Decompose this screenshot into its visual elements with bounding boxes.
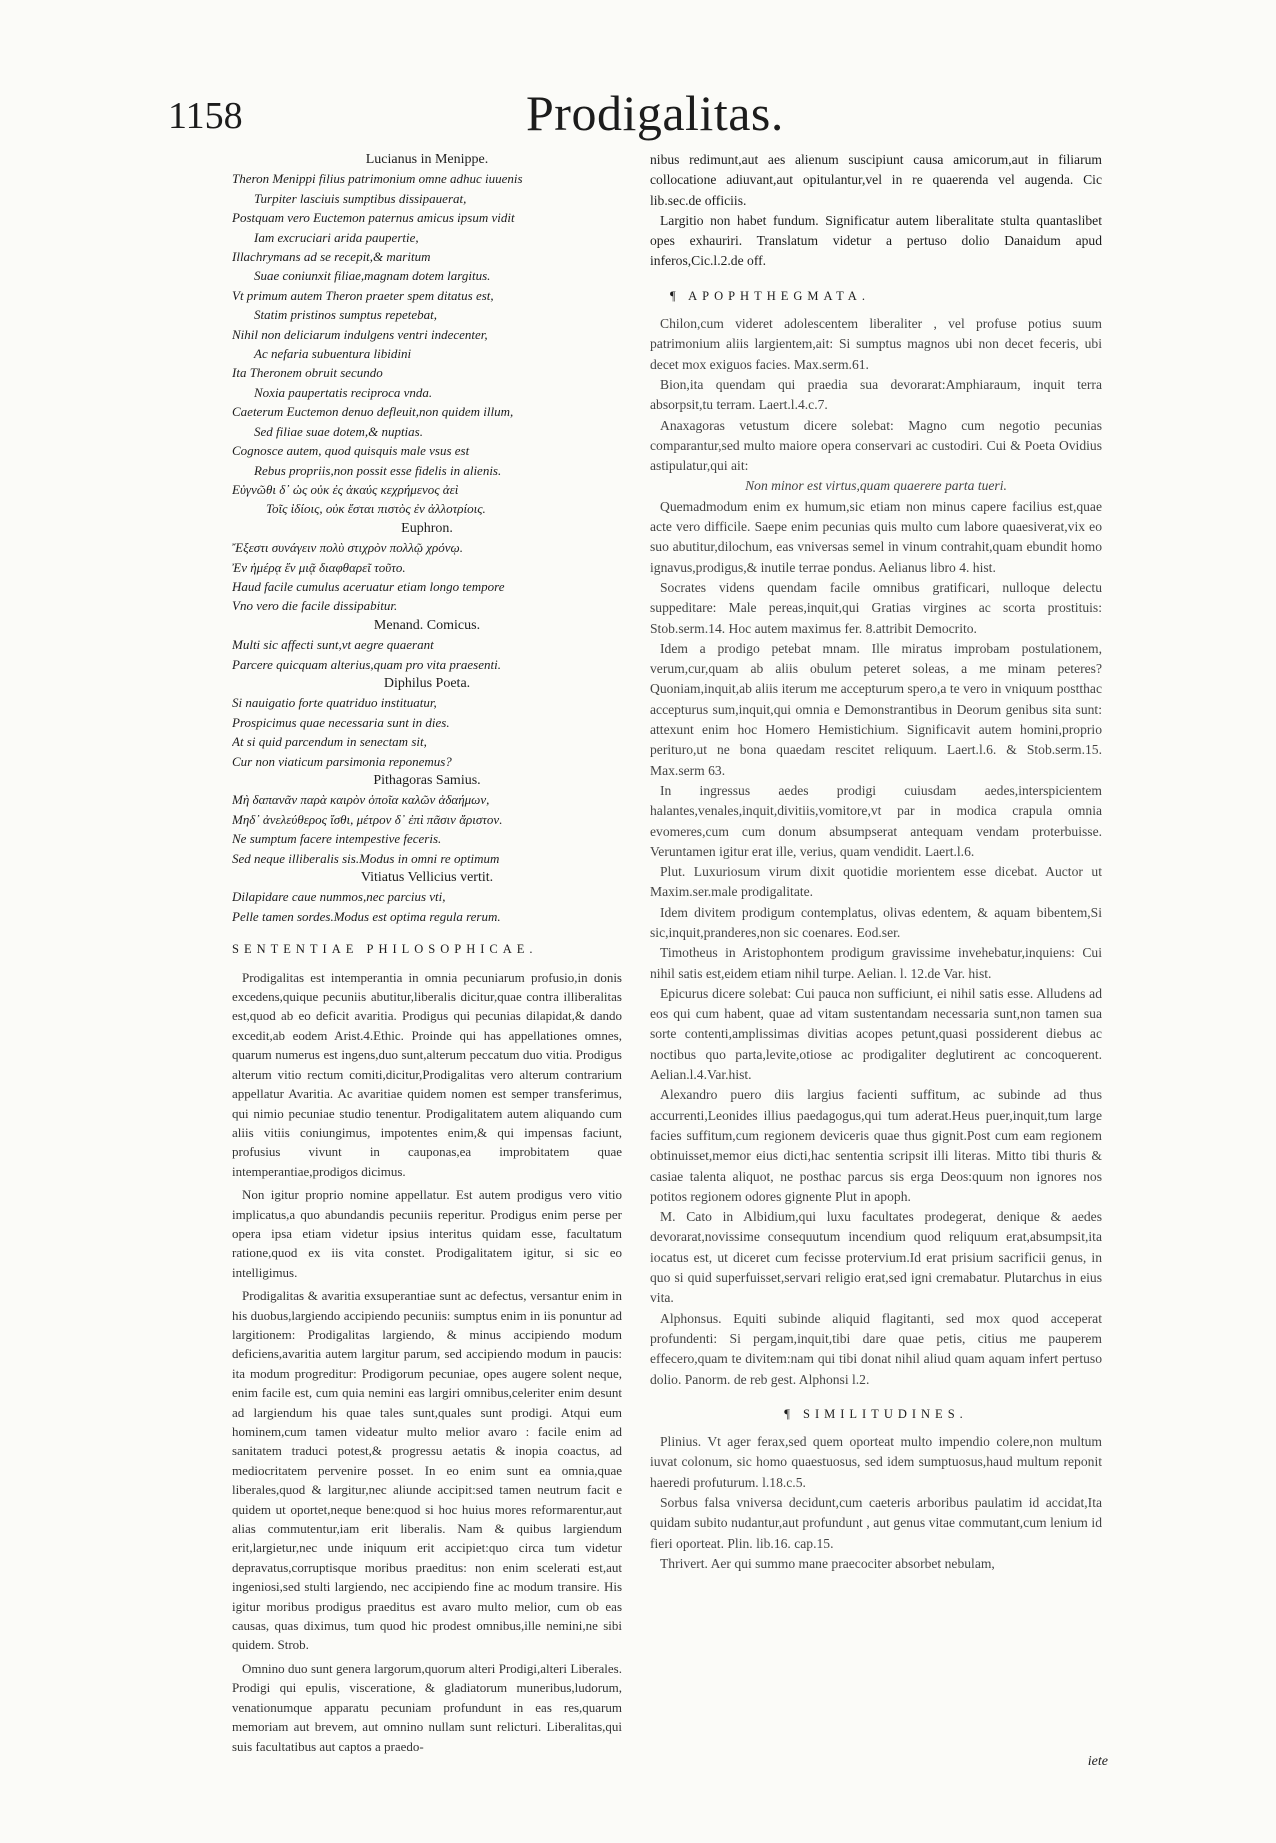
greek-line: Ἐν ἡμέρᾳ ἕν μιᾷ διαφθαρεῖ τοῦτο.: [232, 559, 406, 575]
poem-attribution: Menand. Comicus.: [373, 617, 481, 633]
running-head: Prodigalitas.: [526, 85, 784, 141]
apophthegm: Timotheus in Aristophontem prodigum gravissime invehebatur,inquiens: Cui nihil satis est,eidem etiam nihil turpe. Aelian. l. 12.de Var. hist.: [650, 945, 1102, 981]
apophthegm: Epicurus dicere solebat: Cui pauca non sufficiunt, ei nihil satis esse. Alludens ad eos qui cum habent, quae ad vitam sustentandam necessaria sunt,non tamen sua sorte contenti,amplissimas divitias acopes petunt,quasi possiderent diebus ac noctibus quo parta,levite,otiose ac prodigaliter deglutirent ac concoquerent. Aelian.l.4.Var.hist.: [650, 985, 1102, 1083]
left-column: [232, 150, 622, 1756]
verse-line: Vt primum autem Theron praeter spem ditatus est,: [232, 287, 494, 303]
greek-line: Μηδ᾽ ἀνελεύθερος ἴσθι, μέτρον δ᾽ ἐπὶ πᾶσιν ἄριστον.: [232, 811, 503, 827]
apophthegm: Alphonsus. Equiti subinde aliquid flagitanti, sed mox quod acceperat profundenti: Si pergam,inquit,tibi dare quae petis, citius me pauperem effecero,quam te divitem:nam qui tibi donat nihil aliud quam aquam infert pertuso dolio. Panorm. de reb gest. Alphonsi l.2.: [650, 1310, 1102, 1387]
poem-attribution: Euphron.: [401, 520, 453, 536]
verse-line: Rebus propriis,non possit esse fidelis in alienis.: [254, 462, 502, 478]
apophthegm: Quemadmodum enim ex humum,sic etiam non minus capere facilius est,quae acte vero difficile. Saepe enim pecunias quis multo cum labore quaesiverat,vix eo suo abutitur,dilochum, eas vniversas semel in vinum contrahit,quam ebundit homo ignavus,prodigus,& inutile terrae pondus. Aelianus libro 4. hist.: [650, 498, 1102, 575]
right-column: [650, 150, 1102, 1574]
similitude: Thrivert. Aer qui summo mane praecociter absorbet nebulam,: [660, 1555, 995, 1571]
verse-line: Postquam vero Euctemon paternus amicus ipsum vidit: [232, 210, 515, 226]
similitude: Sorbus falsa vniversa decidunt,cum caeteris arboribus paulatim id accidat,Ita quidam subito nudantur,aut profundunt , aut genus vitae commutant,cum lenium id fieri oporteat. Plin. lib.16. cap.15.: [650, 1495, 1102, 1551]
apophthegm: Alexandro puero diis largius facienti suffitum, ac subinde ad thus accurrenti,Leonides illius paedagogus,qui tum aderat.Heus puer,inquit,tum large facies suffitum,cum regionem deviceris quae thus gignit.Post cum eam regionem obtinuisset,memor eius dicti,hac sententia scripsit illi literas. Mitto tibi thuris & casiae talenta aliquot, ne posthac parcus sis erga Deos:quum non ignores nos potitos regionem odores gignente Plut in apoph.: [650, 1087, 1102, 1204]
verse-line: Si nauigatio forte quatriduo instituatur,: [232, 695, 437, 711]
paragraph: Largitio non habet fundum. Significatur autem liberalitate stulta quantaslibet opes exhauriri. Translatum videtur a pertuso dolio Danaidum apud inferos,Cic.l.2.de off.: [650, 212, 1102, 269]
verse-line: At si quid parcendum in senectam sit,: [232, 734, 427, 750]
page-number: 1158: [168, 95, 243, 137]
apophthegm: Socrates videns quendam facile omnibus gratificari, nulloque delectu suppeditare: Male pereas,inquit,qui Gratias virgines ac scorta prostituis: Stob.serm.14. Hoc autem maximus fer. 8.attribit Democrito.: [650, 579, 1102, 636]
verse-line: Dilapidare caue nummos,nec parcius vti,: [232, 889, 446, 905]
greek-line: Ἔξεστι συνάγειν πολὺ στιχρὸν πολλῷ χρόνῳ.: [232, 540, 463, 556]
paragraph: Prodigalitas & avaritia exsuperantiae sunt ac defectus, versantur enim in his duobus,largiendo accipiendo pecuniis: sumptus enim in iis ponuntur ad largitionem: Prodigalitas largiendo, & minus accipiendo modum deficiens,avaritia autem largitur parum, sed accipiendo modum in paucis: ita modum progreditur: Prodigorum pecuniae, opes augere solent neque, enim facile est, cum quia nemini eas largiri omnibus,celeriter enim desunt ad largiendum his quae tales sunt,quales sunt prodigi. Atqui eum hominem,cum tamen videatur multo melior avaro : facile enim ad sanitatem traduci potest,& progressu aetatis & inopia coactus, ad mediocritatem pervenire posset. In eo enim sunt ea omnia,quae liberales,quod & largitur,nec aliunde accipit:sed tamen neutrum facit e quidem ut oportet,neque bene:quod si hoc huius mores reformarentur,aut alias commutentur,iam erit liberalis. Nam & quibus largiendum erit,largietur,nec unde iniquum erit accipiet:quo circa tum videtur depravatus,corruptisque moribus praeditus: non enim scelerati est,aut ingeniosi,sed stulti largiendo, nec accipiendo fine ac modum transire. His igitur moribus prodigus praeditus est avaro multo melior, cum ob eas causas, quas diximus, tum quod hic prodest omnibus,ille nemini,ne sibi quidem. Strob.: [232, 1288, 622, 1653]
poem-attribution: Lucianus in Menippe.: [365, 152, 489, 167]
apophthegm: M. Cato in Albidium,qui luxu facultates prodegerat, denique & aedes devorarat,novissime consequutum incendium quod reliquum erat,absumpsit,ita iocatus est, ut diceret cum fecisse protervium.Id erat prisium sacrificii genus, in quo si quid superfuisset,servari religio erat,sed igni cremabatur. Plutarchus in eius vita.: [650, 1209, 1102, 1306]
verse-line: Multi sic affecti sunt,vt aegre quaerant: [232, 637, 434, 653]
verse-line: Ne sumptum facere intempestive feceris.: [232, 831, 442, 847]
prose-block: [232, 968, 622, 1756]
verse-line: Sed neque illiberalis sis.Modus in omni re optimum: [232, 850, 500, 866]
greek-line: Μὴ δαπανᾶν παρὰ καιρὸν ὁποῖα καλῶν ἀδαήμων,: [232, 792, 490, 808]
apophthegm: Idem divitem prodigum contemplatus, olivas edentem, & aquam bibentem,Si sic,inquit,pranderes,non sic coenares. Eod.ser.: [650, 904, 1102, 940]
quoted-verse: Non minor est virtus,quam quaerere parta tueri.: [745, 478, 1007, 494]
verse-line: Iam excruciari arida paupertie,: [254, 229, 419, 245]
verse-line: Statim pristinos sumptus repetebat,: [254, 307, 437, 323]
verse-line: Cur non viaticum parsimonia reponemus?: [232, 753, 452, 769]
verse-line: Theron Menippi filius patrimonium omne adhuc iuuenis: [232, 171, 523, 187]
similitude: Plinius. Vt ager ferax,sed quem oporteat multo impendio colere,non multum iuvat colonum, sic homo quaestuosus, sed idem sumptuosus,haud multum reponit haeredi profuturum. l.18.c.5.: [650, 1434, 1102, 1490]
greek-line: Τοῖς ἰδίοις, οὐκ ἔσται πιστὸς ἐν ἀλλοτρίοις.: [266, 501, 486, 517]
verse-line: Vno vero die facile dissipabitur.: [232, 598, 398, 614]
verse-line: Haud facile cumulus aceruatur etiam longo tempore: [232, 578, 505, 594]
apophthegm: Chilon,cum videret adolescentem liberaliter , vel profuse potius suum patrimonium aliis largientem,ait: Si sumptus magnos ubi non decet feceris, ubi decet mox exiguos facies. Max.serm.61.: [650, 316, 1102, 372]
section-heading: SENTENTIAE PHILOSOPHICAE.: [232, 942, 538, 957]
verse-line: Suae coniunxit filiae,magnam dotem largitus.: [254, 268, 491, 284]
verse-line: Prospicimus quae necessaria sunt in dies.: [232, 714, 450, 730]
prose-block: [650, 150, 1102, 272]
apophthegm: Anaxagoras vetustum dicere solebat: Magno cum negotio pecunias comparantur,sed multo maiore opera conservari ac custodiri. Cui & Poeta Ovidius astipulatur,qui ait:: [650, 417, 1102, 474]
section-heading: ¶ SIMILITUDINES.: [784, 1406, 968, 1421]
verse-line: Pelle tamen sordes.Modus est optima regula rerum.: [232, 908, 501, 924]
verse-line: Noxia paupertatis reciproca vnda.: [254, 384, 433, 400]
paragraph: Omnino duo sunt genera largorum,quorum alteri Prodigi,alteri Liberales. Prodigi qui epulis, visceratione, & gladiatorum muneribus,ludorum, venationumque apparatu pecuniam profundunt in eas res,quarum memoriam aut brevem, aut omnino nullam sunt relicturi. Liberalitas,qui suis facultatibus aut captos a praedo-: [232, 1660, 622, 1754]
section-heading: ¶ APOPHTHEGMATA.: [670, 288, 870, 303]
paragraph: nibus redimunt,aut aes alienum suscipiunt causa amicorum,aut in filiarum collocatione adiuvant,aut opitulantur,vel in re quaerenda vel augenda. Cic lib.sec.de officiis.: [650, 152, 1102, 208]
verse-line: Sed filiae suae dotem,& nuptias.: [254, 423, 423, 439]
poem-attribution: Diphilus Poeta.: [383, 675, 471, 691]
paragraph: Prodigalitas est intemperantia in omnia pecuniarum profusio,in donis excedens,quique pecuniis abutitur,liberalis dicitur,quae contra illiberalitas est,quod ab eo deficit avaritia. Prodigus qui pecunias dilapidat,& dando excedit,ab eodem Arist.4.Ethic. Proinde qui has appellationes omnes, quarum numerus est ingens,duo sunt,alterum peccatum duo vitia. Prodigus alterum vitio rectum comiti,dicitur,Prodigalitas vero alterum contrarium appellatur Avaritia. Ac avaritiae quidem nomen est semper transferimus, qui nimio pecuniae studio tenentur. Prodigalitatem autem aliquando cum aliis vitiis coniungimus, impotentes enim,& qui impensas faciunt, profusius vivunt in cauponas,ea improbitatem quae intemperantiae,prodigos dicimus.: [232, 969, 622, 1179]
verse-line: Ita Theronem obruit secundo: [232, 365, 383, 381]
catchword: iete: [1087, 1754, 1108, 1769]
greek-line: Εὐγνῶθι δ᾽ ὡς οὐκ ἐς ἀκαύς κεχρήμενος ἀεὶ: [232, 481, 459, 497]
apophthegm: In ingressus aedes prodigi cuiusdam aedes,interspicientem halantes,venales,inquit,divitiis,vomitore,vt par in modica crapula omnia evomeres,cum cum donum absumpserat antequam vendam proterbuisse. Veruntamen igitur erat ille, verius, quam vendidit. Laert.l.6.: [650, 782, 1102, 859]
verse-line: Caeterum Euctemon denuo defleuit,non quidem illum,: [232, 404, 514, 420]
similitudines-list: [650, 1432, 1102, 1574]
poem-attribution: Pithagoras Samius.: [373, 773, 481, 788]
translator-note: Vitiatus Vellicius vertit.: [360, 870, 494, 886]
verse-line: Nihil non deliciarum indulgens ventri indecenter,: [232, 326, 488, 342]
verse-line: Turpiter lasciuis sumptibus dissipauerat,: [254, 190, 467, 206]
apophthegmata-list: [650, 314, 1102, 1390]
apophthegm: Bion,ita quendam qui praedia sua devorarat:Amphiaraum, inquit terra absorpsit,tu terram. Laert.l.4.c.7.: [650, 376, 1102, 413]
verse-line: Parcere quicquam alterius,quam pro vita praesenti.: [232, 656, 501, 672]
verse-line: Cognosce autem, quod quisquis male vsus est: [232, 443, 470, 459]
paragraph: Non igitur proprio nomine appellatur. Est autem prodigus vero vitio implicatus,a quo abundandis pecuniis reperitur. Prodigus enim perse per opera ipsa etiam videtur ipsius interitus quidam esse, facultatum ratione,quod ex iis vita constet. Prodigalitatem igitur, si sic eo intelligimus.: [232, 1187, 622, 1280]
verse-line: Illachrymans ad se recepit,& maritum: [232, 249, 431, 265]
apophthegm: Idem a prodigo petebat mnam. Ille miratus improbam postulationem, verum,cur,quam ab aliis obulum peteret soleas, a me minam peteres? Quoniam,inquit,ab aliis iterum me accepturum spero,a te vero in vniquum postthac accepturus sum,inquit,qui omnia e Demonstrantibus in Deorum genibus sita sunt: attexunt enim hoc Homero Hemistichium. Significavit autem homini,proprio perituro,ut ne bona quaedam rescitet reliquum. Laert.l.6. & Stob.serm.15. Max.serm 63.: [650, 640, 1102, 778]
verse-line: Ac nefaria subuentura libidini: [254, 346, 412, 362]
apophthegm: Plut. Luxuriosum virum dixit quotidie morientem esse dicebat. Auctor ut Maxim.ser.male prodigalitate.: [650, 864, 1102, 900]
